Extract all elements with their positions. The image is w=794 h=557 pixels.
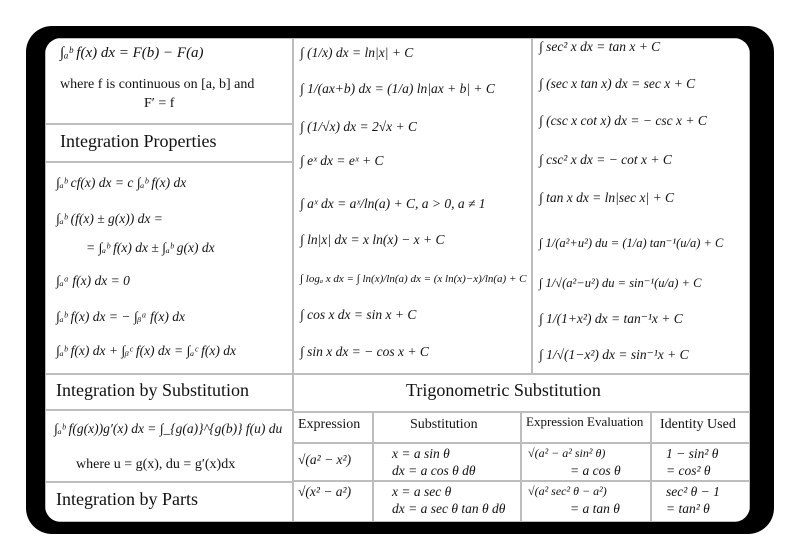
integral-csc-squared: ∫ csc² x dx = − cot x + C	[539, 152, 672, 167]
properties-heading: Integration Properties	[60, 131, 217, 151]
ftc-note-line1: where f is continuous on [a, b] and	[60, 77, 255, 92]
property-constant-multiple: ∫ₐᵇ cf(x) dx = c ∫ₐᵇ f(x) dx	[56, 175, 187, 190]
right-formulas-cell	[532, 38, 750, 374]
column-header-evaluation: Expression Evaluation	[526, 414, 644, 429]
row2-evaluation-line1: √(a² sec² θ − a²)	[528, 484, 607, 498]
row2-expression: √(x² − a²)	[298, 484, 352, 499]
row1-substitution-cell	[373, 443, 521, 481]
property-reverse-limits: ∫ₐᵇ f(x) dx = − ∫ᵦᵃ f(x) dx	[56, 309, 185, 324]
integral-arctan: ∫ 1/(1+x²) dx = tan⁻¹x + C	[539, 311, 683, 326]
integral-arctan-a: ∫ 1/(a²+u²) du = (1/a) tan⁻¹(u/a) + C	[539, 236, 724, 250]
integral-sec-tan: ∫ (sec x tan x) dx = sec x + C	[539, 76, 696, 91]
trig-heading: Trigonometric Substitution	[406, 380, 601, 400]
trig-heading-cell	[293, 374, 750, 412]
substitution-formula: ∫ₐᵇ f(g(x))g′(x) dx = ∫_{g(a)}^{g(b)} f(u) du	[54, 421, 283, 436]
integral-reciprocal: ∫ (1/x) dx = ln|x| + C	[300, 45, 414, 60]
integral-sec-squared: ∫ sec² x dx = tan x + C	[539, 39, 661, 54]
row1-identity-cell	[651, 443, 750, 481]
integral-linear-reciprocal: ∫ 1/(ax+b) dx = (1/a) ln|ax + b| + C	[300, 81, 495, 96]
integral-csc-cot: ∫ (csc x cot x) dx = − csc x + C	[539, 113, 707, 128]
integral-exponential-a: ∫ aˣ dx = aˣ/ln(a) + C, a > 0, a ≠ 1	[300, 196, 486, 211]
row2-identity-line1: sec² θ − 1	[666, 484, 720, 499]
column-header-substitution: Substitution	[410, 417, 478, 432]
row2-identity-line2: = tan² θ	[666, 501, 710, 516]
substitution-heading-cell	[45, 374, 293, 410]
row2-evaluation-cell	[521, 481, 651, 522]
row2-evaluation-line2: = a tan θ	[570, 501, 620, 516]
properties-cell	[45, 162, 293, 374]
trig-header-expression	[293, 412, 373, 443]
row1-evaluation-line2: = a cos θ	[570, 463, 621, 478]
row2-substitution-line2: dx = a sec θ tan θ dθ	[392, 501, 506, 516]
integral-cosine: ∫ cos x dx = sin x + C	[300, 307, 417, 322]
row1-identity-line2: = cos² θ	[666, 463, 711, 478]
trig-header-evaluation	[521, 412, 651, 443]
row2-substitution-line1: x = a sec θ	[392, 484, 452, 499]
column-header-expression: Expression	[298, 417, 361, 432]
ftc-formula: ∫ₐᵇ f(x) dx = F(b) − F(a)	[60, 45, 204, 61]
substitution-heading: Integration by Substitution	[56, 380, 249, 400]
row2-substitution-cell	[373, 481, 521, 522]
property-sum-difference-result: = ∫ₐᵇ f(x) dx ± ∫ₐᵇ g(x) dx	[86, 240, 215, 255]
parts-heading-cell	[45, 482, 293, 522]
integral-log-base-a: ∫ logₐ x dx = ∫ ln(x)/ln(a) dx = (x ln(x)−x)/ln(a) + C	[300, 273, 527, 285]
substitution-note: where u = g(x), du = g′(x)dx	[76, 457, 236, 472]
integral-tangent: ∫ tan x dx = ln|sec x| + C	[539, 190, 675, 205]
property-zero-width: ∫ₐᵃ f(x) dx = 0	[56, 273, 130, 288]
row2-expression-cell	[293, 481, 373, 522]
substitution-cell	[45, 410, 293, 482]
row2-identity-cell	[651, 481, 750, 522]
property-sum-difference: ∫ₐᵇ (f(x) ± g(x)) dx =	[56, 211, 163, 226]
property-additivity: ∫ₐᵇ f(x) dx + ∫ᵦᶜ f(x) dx = ∫ₐᶜ f(x) dx	[56, 343, 236, 358]
integral-arcsin: ∫ 1/√(1−x²) dx = sin⁻¹x + C	[539, 347, 689, 362]
trig-header-substitution	[373, 412, 521, 443]
ftc-note-line2: F′ = f	[144, 96, 175, 111]
trig-header-identity	[651, 412, 750, 443]
cheat-sheet-card	[45, 38, 750, 522]
row1-substitution-line1: x = a sin θ	[392, 446, 450, 461]
parts-heading: Integration by Parts	[56, 489, 198, 509]
row1-evaluation-line1: √(a² − a² sin² θ)	[528, 446, 606, 460]
row1-evaluation-cell	[521, 443, 651, 481]
middle-formulas-cell	[293, 38, 532, 374]
column-header-identity: Identity Used	[660, 417, 736, 432]
properties-heading-cell	[45, 124, 293, 162]
integral-arcsin-a: ∫ 1/√(a²−u²) du = sin⁻¹(u/a) + C	[539, 276, 702, 290]
row1-identity-line1: 1 − sin² θ	[666, 446, 719, 461]
integral-sine: ∫ sin x dx = − cos x + C	[300, 344, 429, 359]
row1-expression: √(a² − x²)	[298, 452, 352, 467]
integral-natural-log: ∫ ln|x| dx = x ln(x) − x + C	[300, 232, 445, 247]
row1-substitution-line2: dx = a cos θ dθ	[392, 463, 476, 478]
row1-expression-cell	[293, 443, 373, 481]
integral-inverse-sqrt: ∫ (1/√x) dx = 2√x + C	[300, 119, 417, 134]
ftc-cell	[45, 38, 293, 124]
integral-exponential-e: ∫ eˣ dx = eˣ + C	[300, 153, 384, 168]
